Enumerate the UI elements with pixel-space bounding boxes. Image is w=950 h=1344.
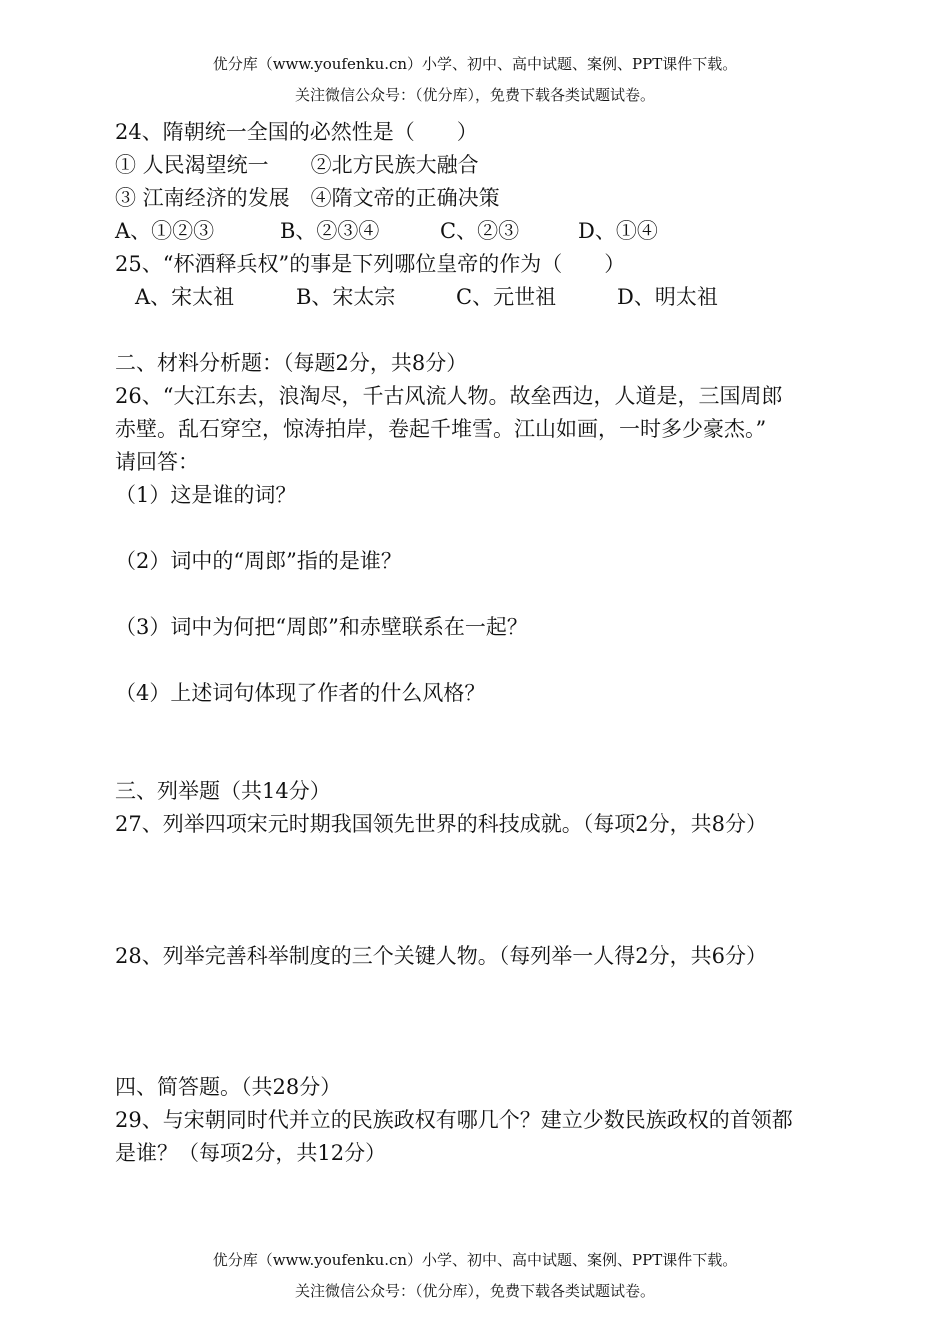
q24-option-a: A、①②③	[115, 219, 215, 243]
q26-sub-question-2: （2）词中的“周郎”指的是谁？	[115, 549, 402, 573]
header-line-2: 关注微信公众号：（优分库），免费下载各类试题试卷。	[294, 86, 655, 104]
q24-option-b: B、②③④	[280, 219, 380, 243]
q26-text-line-1: 26、“大江东去，浪淘尽，千古风流人物。故垒西边，人道是，三国周郎	[115, 384, 783, 408]
q25-option-b: B、宋太宗	[296, 285, 396, 309]
q25-stem: 25、“杯酒释兵权”的事是下列哪位皇帝的作为（ ）	[115, 252, 626, 276]
q26-sub-question-1: （1）这是谁的词？	[115, 483, 297, 507]
q26-text-line-2: 赤壁。乱石穿空，惊涛拍岸，卷起千堆雪。江山如画，一时多少豪杰。”	[115, 417, 767, 441]
section-3-title: 三、列举题（共14分）	[115, 779, 331, 803]
q24-option-c: C、②③	[440, 219, 520, 243]
q29-text-line-2: 是谁？（每项2分，共12分）	[115, 1141, 387, 1165]
q25-option-d: D、明太祖	[617, 285, 718, 309]
q29-text-line-1: 29、与宋朝同时代并立的民族政权有哪几个？建立少数民族政权的首领都	[115, 1108, 793, 1132]
section-2-title: 二、材料分析题：（每题2分，共8分）	[115, 351, 468, 375]
q28-text: 28、列举完善科举制度的三个关键人物。（每列举一人得2分，共6分）	[115, 944, 767, 968]
q24-option-d: D、①④	[578, 219, 658, 243]
q25-option-c: C、元世祖	[456, 285, 557, 309]
q25-option-a: A、宋太祖	[135, 285, 235, 309]
q24-items-row-1: ① 人民渴望统一 ②北方民族大融合	[115, 153, 479, 177]
footer-line-2: 关注微信公众号：（优分库），免费下载各类试题试卷。	[294, 1282, 655, 1300]
q24-items-row-2: ③ 江南经济的发展 ④隋文帝的正确决策	[115, 186, 500, 210]
footer-line-1: 优分库（www.youfenku.cn）小学、初中、高中试题、案例、PPT课件下载。	[212, 1251, 738, 1269]
q26-sub-question-3: （3）词中为何把“周郎”和赤壁联系在一起？	[115, 615, 528, 639]
q26-prompt: 请回答：	[115, 450, 199, 474]
section-4-title: 四、简答题。（共28分）	[115, 1075, 342, 1099]
header-line-1: 优分库（www.youfenku.cn）小学、初中、高中试题、案例、PPT课件下载。	[212, 55, 738, 73]
q26-sub-question-4: （4）上述词句体现了作者的什么风格？	[115, 681, 486, 705]
q24-stem: 24、隋朝统一全国的必然性是（ ）	[115, 120, 478, 144]
q27-text: 27、列举四项宋元时期我国领先世界的科技成就。（每项2分，共8分）	[115, 812, 767, 836]
